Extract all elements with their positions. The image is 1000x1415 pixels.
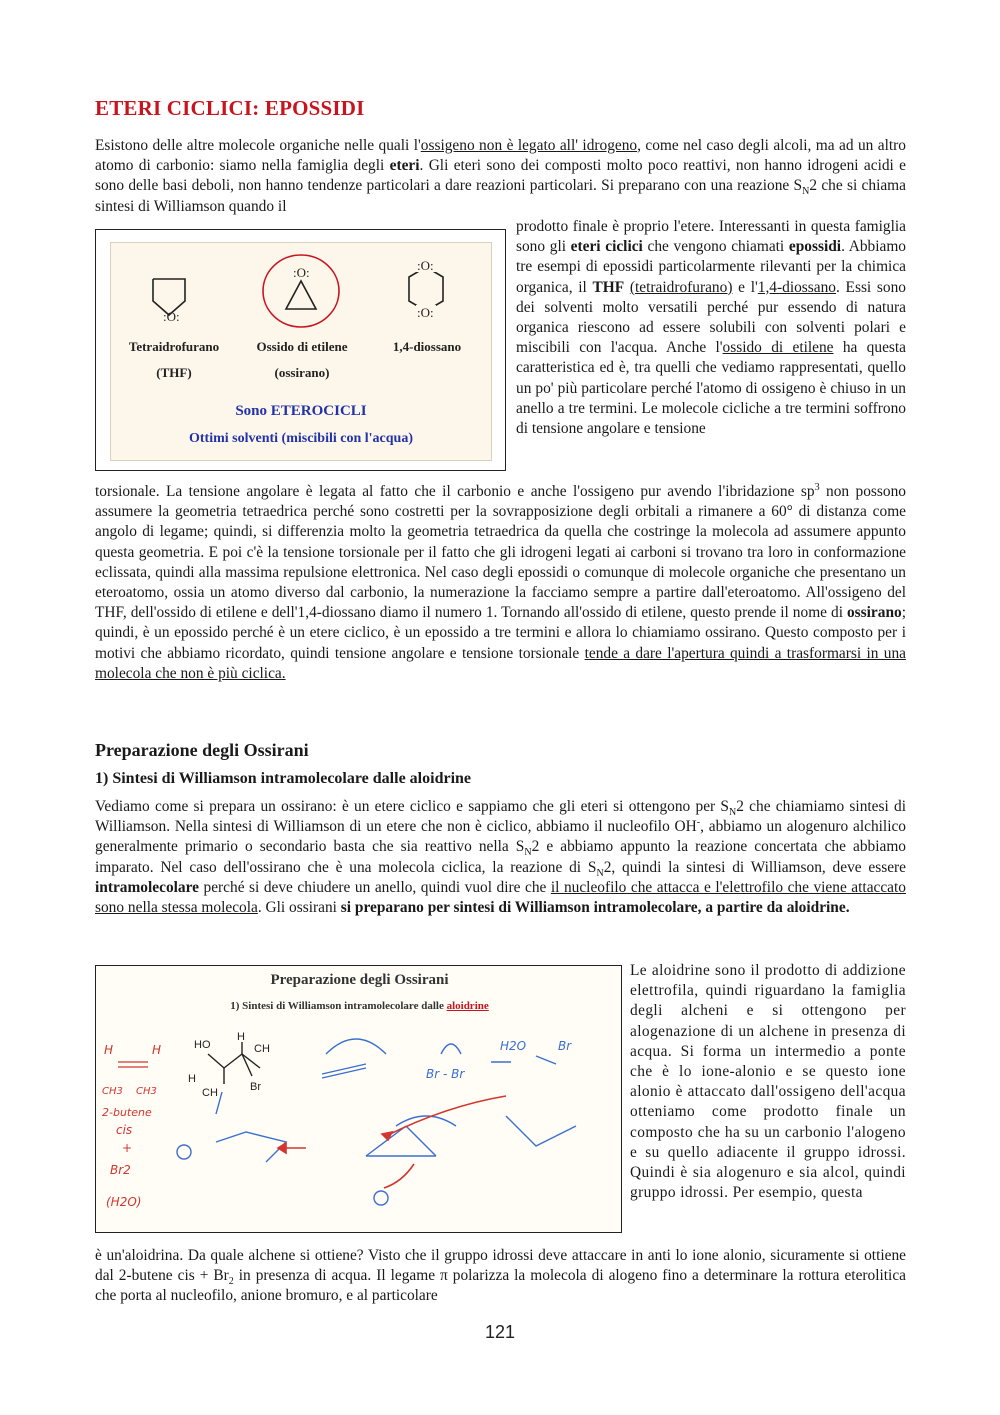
ethylene-oxide-abbr: (ossirano) [274,365,330,380]
svg-text:H: H [104,1043,114,1057]
svg-text:Br: Br [250,1081,261,1093]
thf-name: Tetraidrofurano [128,339,220,354]
svg-text:HO: HO [194,1039,211,1051]
svg-text:Br2: Br2 [110,1163,131,1177]
svg-text:H2O: H2O [500,1039,527,1053]
svg-text::O:: :O: [417,258,434,273]
svg-text::O:: :O: [293,265,310,280]
body-paragraph-2: Vediamo come si prepara un ossirano: è un etere ciclico e sappiamo che gli eteri si ottengono per $S_N2$ che chiamiamo sintesi di Williamson. Nella sintesi di Williamson di un etere che non è ciclico, abbiamo il nucleofilo OH-, abbiamo un alogenuro alchilico generalmente primario o secondario basta che sia reattivo nella $S_N2$ e abbiamo appunto la reazione concertata che abbiamo imparato. Nel caso dell'ossirano che è una molecola ciclica, la reazione di $S_N2$, quindi la sintesi di Williamson, deve essere intramolecolare perché si deve chiudere un anello, quindi vuol dire che il nucleofilo che attacca e l'elettrofilo che viene attaccato sono nella stessa molecola. Gli ossirani si preparano per sintesi di Williamson intramolecolare, a partire da aloidrine. [95,798,907,917]
intro-paragraph: Esistono delle altre molecole organiche nelle quali l'ossigeno non è legato all' idrogeno, come nel caso degli alcoli, ma ad un altro atomo di carbonio: siamo nella famiglia degli eteri. Gli eteri sono dei composti molto poco reattivi, non hanno idrogeni acidi e sono delle basi deboli, non hanno tendenze particolari a dare reazioni particolari. Si preparano con una reazione $S_N2$ che si chiama sintesi di Williamson quando il [95,137,906,215]
section-heading: Preparazione degli Ossirani [95,740,309,760]
body-paragraph-1: torsionale. La tensione angolare è legata al fatto che il carbonio e anche l'ossigeno pur avendo l'ibridazione $sp^3$ non possono assumere la geometria tetraedrica perché sono costretti per la sovrapposizione degli orbitali a rimanere a 60° di distanza come angolo di legame; quindi, si differenzia molto la geometria tetraedrica da quella che costringe la molecola ad assumere appunto questa geometria. E poi c'è la tensione torsionale per il fatto che gli idrogeni legati ai carboni si trovano tra loro in conformazione eclissata, quindi alla massima repulsione elettronica. Nel caso degli epossidi o comunque di molecole organiche che presentano un eteroatomo, ossia un atomo diverso dal carbonio, la numerazione la facciamo sempre a partire dall'eteroatomo. All'ossigeno del THF, dell'ossido di etilene e dell'1,4-diossano diamo il numero 1. Tornando all'ossido di etilene, questo prende il nome di ossirano; quindi, è un epossido perché è un etere ciclico, è un epossido a tre termini e allora lo chiamiamo ossirano. Questo composto per i motivi che abbiamo ricordato, quindi tensione angolare e tensione torsionale tende a dare l'apertura quindi a trasformarsi in una molecola che non è più ciclica. [95,481,906,682]
page-number: 121 [484,1322,516,1342]
thf-abbr: (THF) [156,365,192,380]
svg-text:H: H [152,1043,162,1057]
dioxane-name: 1,4-diossano [392,339,462,354]
svg-text:2-butene: 2-butene [102,1106,152,1119]
handwritten-mechanism-blue [177,1039,576,1205]
svg-text:+: + [122,1141,133,1155]
page-title: ETERI CICLICI: EPOSSIDI [95,96,365,120]
svg-text:CH3: CH3 [102,1086,123,1097]
reaction-sketch [96,966,622,1233]
svg-text:H: H [188,1073,196,1085]
cyclic-ethers-panel [110,242,492,461]
cyclic-ethers-figure [95,229,506,471]
svg-text::O:: :O: [163,309,180,324]
solvents-caption: Ottimi solventi (miscibili con l'acqua) [189,431,413,446]
thf-structure [153,279,185,324]
body-paragraph-3: è un'aloidrina. Da quale alchene si ottiene? Visto che il gruppo idrossi deve attaccare in anti lo ione alonio, sicuramente si ottiene dal 2-butene cis + $Br_2$ in presenza di acqua. Il legame π polarizza la molecola di alogeno fino a determinare la rottura eterolitica che porta al nucleofilo, anione bromuro, e al particolare [95,1247,906,1305]
heterocycles-caption: Sono ETEROCICLI [235,403,367,419]
halohydrin-structure [188,1031,270,1099]
svg-text:CH: CH [202,1087,218,1099]
svg-text:(H2O): (H2O) [106,1195,142,1209]
ethylene-oxide-structure [263,255,339,327]
side-paragraph-1: prodotto finale è proprio l'etere. Interessanti in questa famiglia sono gli eteri ciclici che vengono chiamati epossidi. Abbiamo tre esempi di epossidi particolarmente rilevanti per la chimica organica, il THF (tetraidrofurano) e l'1,4-diossano. Essi sono dei solventi molto versatili perché pur essendo di natura organica riescono ad essere solubili con solventi polari e miscibili con l'acqua. Anche l'ossido di etilene ha questa caratteristica ed è, tra quelli che vediamo rappresentati, quello un po' più particolare perché l'atomo di ossigeno è chiuso in un anello a tre termini. Le molecole cicliche a tre termini soffrono di tensione angolare e tensione [516,218,907,438]
red-arrows [278,1096,506,1188]
subsection-heading: 1) Sintesi di Williamson intramolecolare dalle aloidrine [95,770,472,787]
svg-text:CH: CH [254,1043,270,1055]
oxirane-preparation-figure [95,965,622,1233]
handwritten-notes-red [102,1043,161,1209]
svg-text:H: H [237,1031,245,1043]
dioxane-structure [409,258,443,320]
svg-text::O:: :O: [417,305,434,320]
svg-text:Br - Br: Br - Br [426,1067,465,1081]
ethylene-oxide-name: Ossido di etilene [256,339,348,354]
figure-subtitle: 1) Sintesi di Williamson intramolecolare dalle aloidrine [230,1000,489,1012]
svg-text:cis: cis [116,1123,133,1137]
side-paragraph-2: Le aloidrine sono il prodotto di addizione elettrofila, quindi riguardano la famiglia degli alcheni e si ottengono per alogenazione di un alchene in presenza di acqua. Si forma un intermedio a ponte che è lo ione-alonio e se questo ione alonio è attaccato dall'ossigeno dell'acqua otteniamo come prodotto finale un composto che ha su un carbonio l'alogeno e su quello adiacente il gruppo idrossi. Quindi è sia alogenuro e sia alcol, quindi gruppo idrossi. Per esempio, questa [630,962,906,1202]
svg-text:Br: Br [558,1039,572,1053]
figure-title: Preparazione degli Ossirani [270,972,449,988]
svg-text:CH3: CH3 [136,1086,157,1097]
